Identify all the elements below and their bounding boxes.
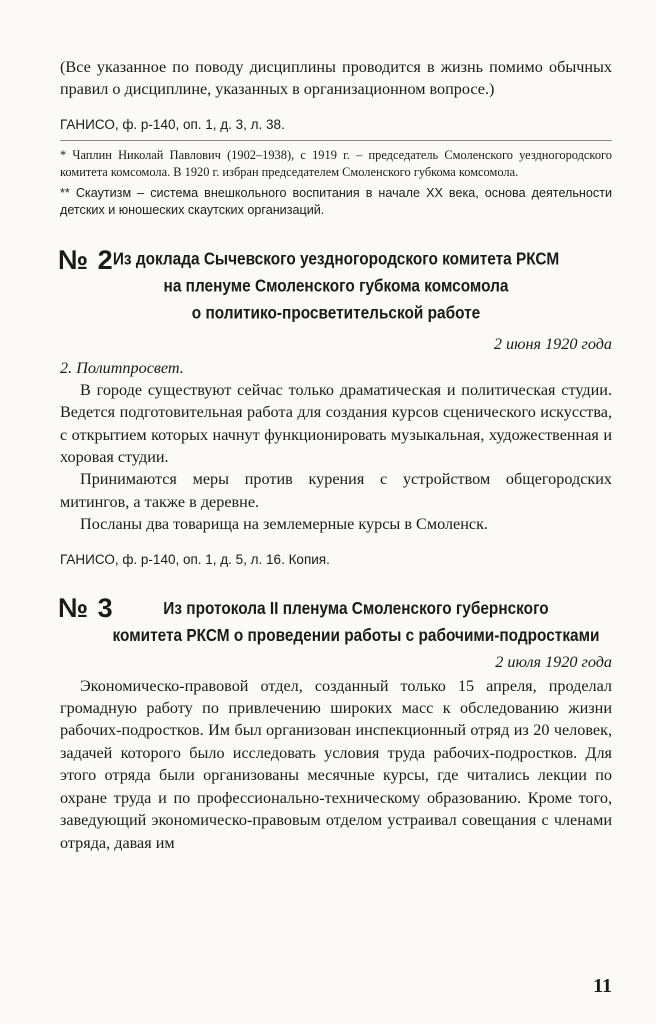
- archive-source-ref: ГАНИСО, ф. р-140, оп. 1, д. 3, л. 38.: [60, 116, 285, 132]
- document-title: [60, 246, 612, 327]
- footnote-chaplin: * Чаплин Николай Павлович (1902–1938), с 1919 г. – председатель Смоленского уездногородского комитета комсомола. В 1920 г. избран председателем Смоленского губкома комсомола.: [60, 147, 612, 179]
- title-line: о политико-просветительской работе: [191, 303, 481, 323]
- section-heading: 2. Политпросвет.: [60, 358, 184, 377]
- body-paragraph: Принимаются меры против курения с устройством общегородских митингов, а также в деревне.: [60, 470, 612, 511]
- footnote-divider: [60, 140, 612, 141]
- archive-source-ref: ГАНИСО, ф. р-140, оп. 1, д. 5, л. 16. Копия.: [60, 551, 330, 567]
- page-number: 11: [593, 975, 612, 997]
- title-line: Из доклада Сычевского уездногородского комитета РКСМ: [112, 249, 560, 269]
- body-paragraph: В городе существуют сейчас только драматическая и политическая студии. Ведется подготовительная работа для создания курсов сценического искусства, с открытием которых начнут функционировать музыкальная, художественная и хоровая студии.: [60, 380, 612, 467]
- document-number: № 3: [58, 592, 114, 623]
- title-line: на пленуме Смоленского губкома комсомола: [163, 276, 509, 296]
- title-line: Из протокола II пленума Смоленского губернского: [163, 599, 549, 619]
- document-date: 2 июня 1920 года: [493, 334, 612, 353]
- document-date: 2 июля 1920 года: [495, 652, 612, 671]
- page-content: [60, 56, 612, 854]
- intro-paragraph: (Все указанное по поводу дисциплины проводится в жизнь помимо обычных правил о дисциплине, указанных в организационном вопросе.): [60, 58, 612, 99]
- document-title: [100, 596, 612, 650]
- body-paragraph: Экономическо-правовой отдел, созданный только 15 апреля, проделал громадную работу по привлечению широких масс к обследованию жизни рабочих-подростков. Им был организован инспекционный отряд из 20 человек, задачей которого было исследовать условия труда рабочих-подростков. Для этого отряда были организованы месячные курсы, где читались лекции по охране труда и по профессионально-техническому образованию. Кроме того, заведующий экономическо-правовым отделом устраивал совещания с членами отряда, давая им: [60, 676, 612, 852]
- footnote-scouting: ** Скаутизм – система внешкольного воспитания в начале XX века, основа деятельности детских и юношеских скаутских организаций.: [60, 185, 612, 217]
- title-line: комитета РКСМ о проведении работы с рабочими-подростками: [112, 626, 600, 646]
- document-number: № 2: [58, 244, 114, 275]
- body-paragraph: Посланы два товарища на землемерные курсы в Смоленск.: [80, 515, 488, 534]
